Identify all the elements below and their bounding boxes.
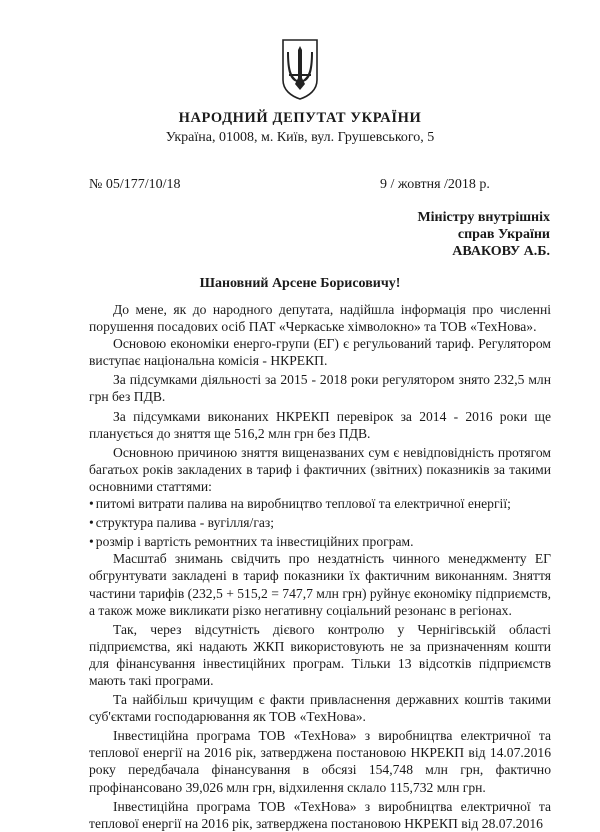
- list-item: [89, 495, 551, 512]
- paragraph: За підсумками діяльності за 2015 - 2018 роки регулятором знято 232,5 млн грн без ПДВ.: [89, 372, 551, 405]
- letter-body: [89, 301, 551, 832]
- paragraph: Інвестиційна програма ТОВ «ТехНова» з виробництва електричної та теплової енергії на 2016 рік, затверджена постановою НКРЕКП від 14.07.2016 року передбачала фінансування в обсязі 154,748 млн грн, фактично профінансовано 39,026 млн грн, відхилення склало 115,732 млн грн.: [89, 728, 551, 795]
- addressee-line-2: справ України: [457, 227, 550, 242]
- paragraph: Основною причиною зняття вищеназваних сум є невідповідність протягом багатьох років закладених в тариф і фактичних (звітних) показників за такими основними статтями:: [89, 444, 551, 494]
- paragraph: Інвестиційна програма ТОВ «ТехНова» з виробництва електричної та теплової енергії на 2016 рік, затверджена постановою НКРЕКП від 28.07.2016: [89, 798, 551, 831]
- paragraph: Так, через відсутність дієвого контролю у Чернігівській області підприємства, які надають ЖКП використовують не за призначенням кошти для фінансування інвестиційних програм. Тільки 13 відсотків підприємств мають такі програми.: [89, 621, 551, 688]
- registration-number: № 05/177/10/18: [89, 177, 181, 192]
- bullet-dot-icon: •: [89, 496, 94, 512]
- paragraph: Масштаб знимань свідчить про нездатність чинного менеджменту ЕГ обгрунтувати закладені в тариф показники їх фактичним виконанням. Зняття частини тарифів (232,5 + 515,2 = 747,7 млн грн) руйнує економіку підприємств, а також може викликати різко негативну соціальний резонанс в регіонах.: [89, 551, 552, 618]
- paragraph: До мене, як до народного депутата, надійшла інформація про численні порушення посадових осіб ПАТ «Черкаське хімволокно» та ТОВ «ТехНова».: [89, 302, 551, 335]
- bullet-dot-icon: •: [89, 515, 94, 531]
- letter-date: 9 / жовтня /2018 р.: [380, 177, 490, 192]
- paragraph: Основою економіки енерго-групи (ЕГ) є регульований тариф. Регулятором виступає національна комісія - НКРЕКП.: [89, 336, 551, 369]
- bullet-dot-icon: •: [89, 534, 94, 550]
- sender-title: НАРОДНИЙ ДЕПУТАТ УКРАЇНИ: [178, 110, 422, 126]
- list-item-text: розмір і вартість ремонтних та інвестиційних програм.: [95, 534, 414, 550]
- list-item: [89, 533, 551, 550]
- trident-coat-of-arms-icon: [281, 38, 319, 100]
- list-item-text: структура палива - вугілля/газ;: [95, 515, 275, 531]
- sender-address: Україна, 01008, м. Київ, вул. Грушевського, 5: [165, 130, 435, 145]
- addressee-block: [340, 209, 550, 260]
- addressee-line-1: Міністру внутрішніх: [417, 210, 550, 225]
- paragraph: Та найбільш кричущим є факти привласнення державних коштів такими суб'єктами господарювання як ТОВ «ТехНова».: [89, 692, 551, 725]
- salutation: Шановний Арсене Борисовичу!: [199, 276, 401, 291]
- paragraph: За підсумками виконаних НКРЕКП перевірок за 2014 - 2016 роки ще планується до зняття ще 516,2 млн грн без ПДВ.: [89, 408, 551, 441]
- addressee-line-3: АВАКОВУ А.Б.: [452, 244, 550, 259]
- list-item-text: питомі витрати палива на виробництво теплової та електричної енергії;: [95, 496, 511, 512]
- list-item: [89, 514, 551, 531]
